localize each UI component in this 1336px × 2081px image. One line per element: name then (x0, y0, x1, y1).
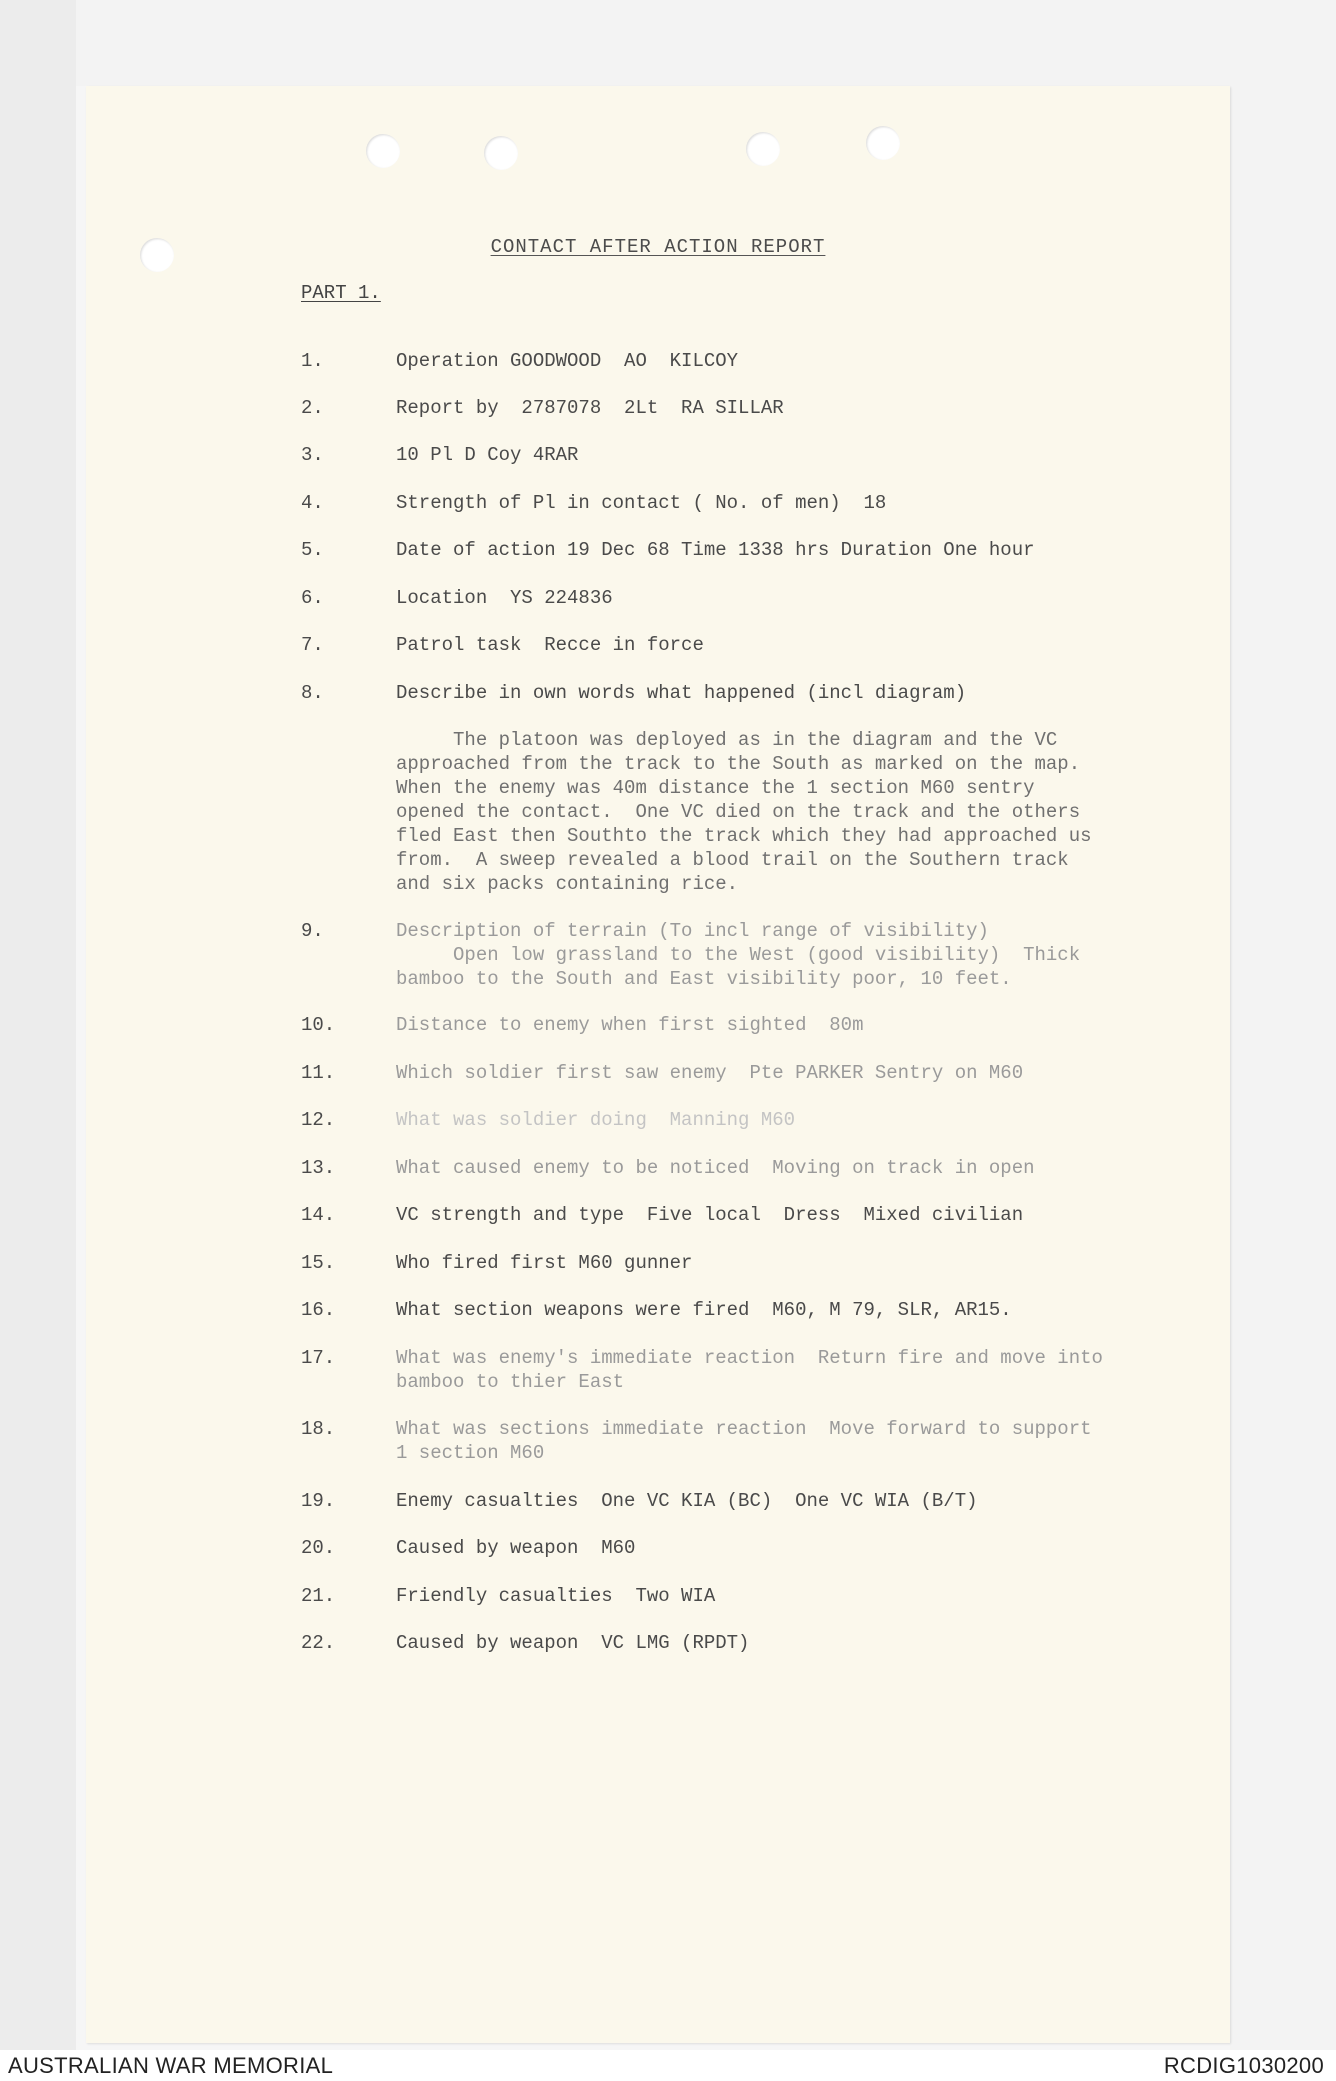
item-text: Caused by weapon M60 (396, 1537, 636, 1559)
item-number: 20. (301, 1537, 336, 1559)
report-page (86, 86, 1230, 2043)
item-number: 22. (301, 1632, 336, 1654)
item-number: 21. (301, 1585, 336, 1607)
narrative-line: fled East then Southto the track which they had approached us (396, 825, 1092, 847)
item-text: Which soldier first saw enemy Pte PARKER Sentry on M60 (396, 1062, 1024, 1084)
item-text: Description of terrain (To incl range of visibility) (396, 920, 989, 942)
report-title: CONTACT AFTER ACTION REPORT (490, 236, 826, 258)
punch-hole (484, 136, 518, 170)
terrain-line: Open low grassland to the West (good visibility) Thick (396, 944, 1081, 966)
item-number: 4. (301, 492, 324, 514)
scan-right-margin (1230, 86, 1336, 2050)
narrative-line: The platoon was deployed as in the diagram and the VC (396, 729, 1058, 751)
item-number: 6. (301, 587, 324, 609)
item-text: What was enemy's immediate reaction Return fire and move into (396, 1347, 1103, 1369)
item-text: Caused by weapon VC LMG (RPDT) (396, 1632, 750, 1654)
item-text: What was soldier doing Manning M60 (396, 1109, 796, 1131)
item-number: 8. (301, 682, 324, 704)
item-number: 2. (301, 397, 324, 419)
item-number: 1. (301, 350, 324, 372)
item-continuation: bamboo to thier East (396, 1371, 625, 1393)
footer-record-id: RCDIG1030200 (1163, 2053, 1324, 2078)
item-text: What section weapons were fired M60, M 79, SLR, AR15. (396, 1299, 1012, 1321)
item-number: 12. (301, 1109, 336, 1131)
narrative-line: and six packs containing rice. (396, 873, 739, 895)
item-number: 19. (301, 1490, 336, 1512)
item-text: Describe in own words what happened (incl diagram) (396, 682, 967, 704)
item-text: Report by 2787078 2Lt RA SILLAR (396, 397, 784, 419)
item-number: 14. (301, 1204, 336, 1226)
item-text: Distance to enemy when first sighted 80m (396, 1014, 864, 1036)
item-text: What was sections immediate reaction Move forward to support (396, 1418, 1092, 1440)
item-number: 5. (301, 539, 324, 561)
item-text: Location YS 224836 (396, 587, 613, 609)
item-text: 10 Pl D Coy 4RAR (396, 444, 579, 466)
item-number: 15. (301, 1252, 336, 1274)
item-number: 10. (301, 1014, 336, 1036)
punch-hole (366, 134, 400, 168)
item-number: 13. (301, 1157, 336, 1179)
item-number: 11. (301, 1062, 336, 1084)
punch-hole (866, 126, 900, 160)
item-text: Patrol task Recce in force (396, 634, 704, 656)
narrative-line: from. A sweep revealed a blood trail on the Southern track (396, 849, 1069, 871)
narrative-line: opened the contact. One VC died on the track and the others (396, 801, 1081, 823)
narrative-paragraph (396, 728, 1156, 896)
item-text: Friendly casualties Two WIA (396, 1585, 716, 1607)
item-text: Who fired first M60 gunner (396, 1252, 693, 1274)
item-number: 16. (301, 1299, 336, 1321)
item-text: Operation GOODWOOD AO KILCOY (396, 350, 739, 372)
item-number: 17. (301, 1347, 336, 1369)
item-number: 9. (301, 920, 324, 942)
item-text: What caused enemy to be noticed Moving on track in open (396, 1157, 1035, 1179)
scan-top-margin (76, 0, 1336, 86)
footer-institution: AUSTRALIAN WAR MEMORIAL (8, 2053, 334, 2078)
terrain-line: bamboo to the South and East visibility poor, 10 feet. (396, 968, 1012, 990)
part-label: PART 1. (301, 282, 381, 304)
item-text: Strength of Pl in contact ( No. of men) 18 (396, 492, 887, 514)
punch-hole (746, 132, 780, 166)
item-text: Date of action 19 Dec 68 Time 1338 hrs Duration One hour (396, 539, 1035, 561)
scan-left-margin (0, 0, 76, 2050)
item-number: 3. (301, 444, 324, 466)
item-text: Enemy casualties One VC KIA (BC) One VC WIA (B/T) (396, 1490, 978, 1512)
item-text: VC strength and type Five local Dress Mixed civilian (396, 1204, 1024, 1226)
item-number: 18. (301, 1418, 336, 1440)
narrative-line: When the enemy was 40m distance the 1 section M60 sentry (396, 777, 1035, 799)
item-continuation: 1 section M60 (396, 1442, 545, 1464)
item-number: 7. (301, 634, 324, 656)
narrative-line: approached from the track to the South as marked on the map. (396, 753, 1081, 775)
